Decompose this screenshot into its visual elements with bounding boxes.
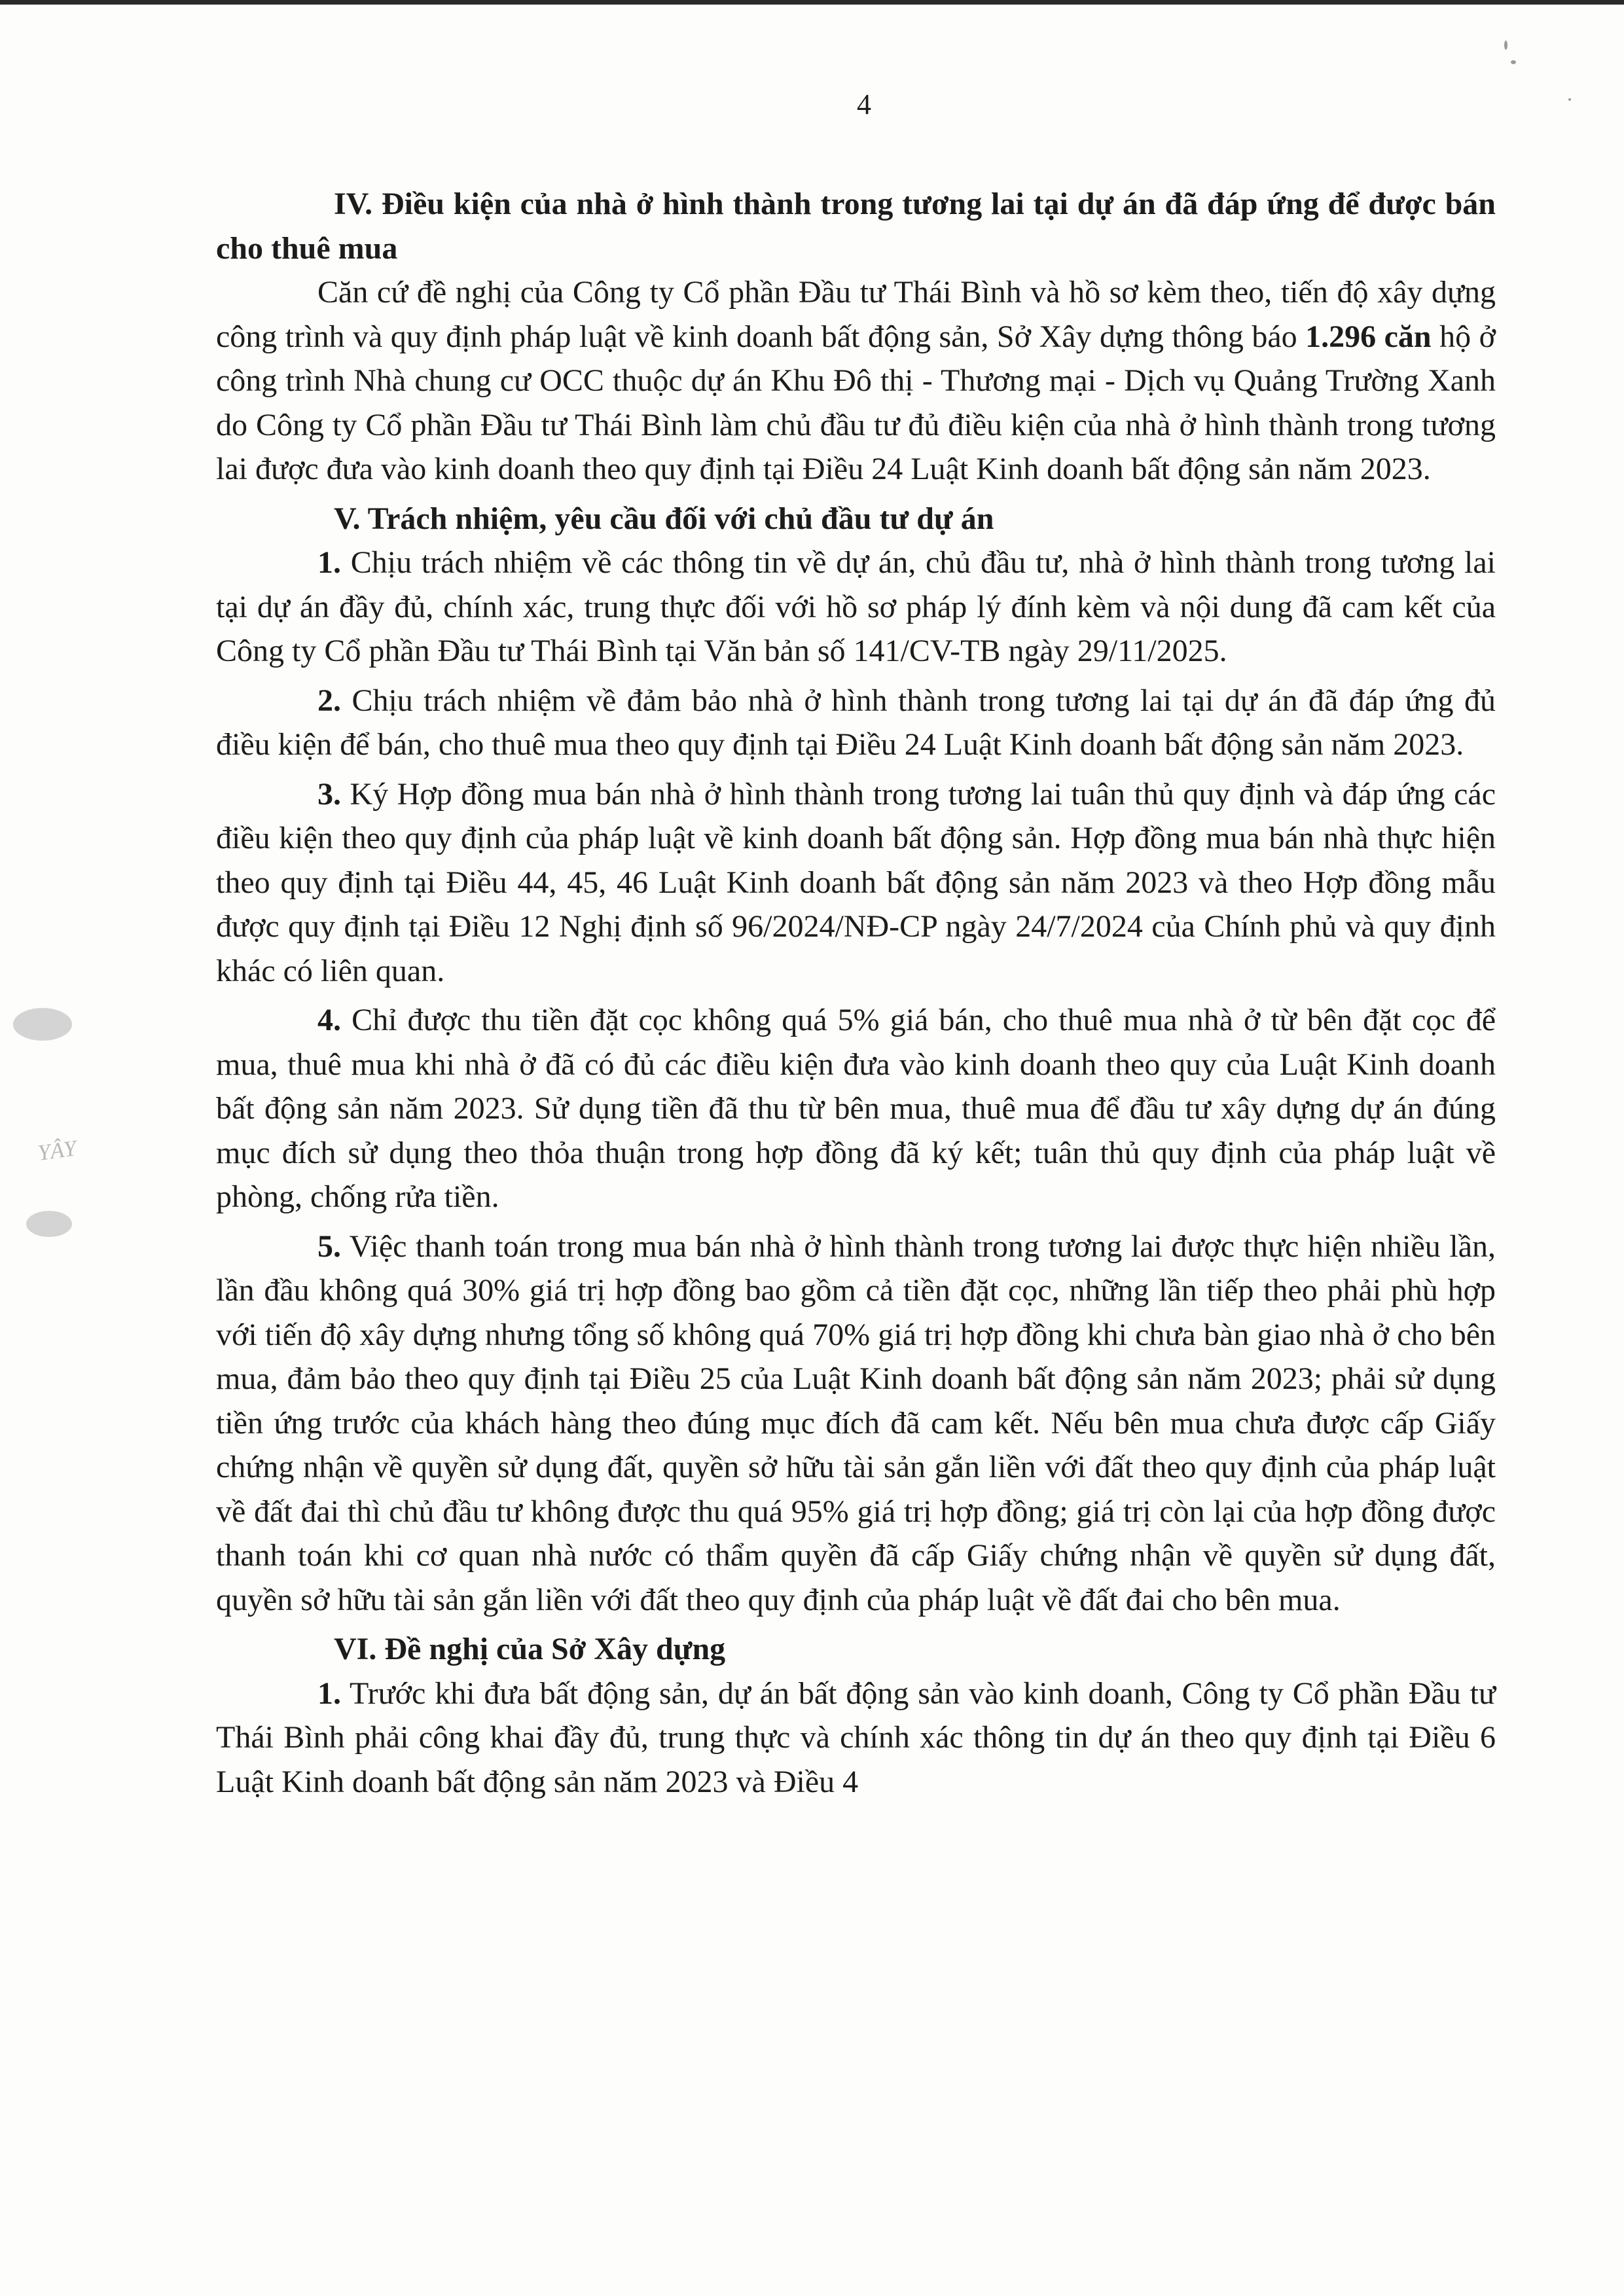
section-v-item-1 [216,541,1496,673]
item-text: Chịu trách nhiệm về đảm bảo nhà ở hình thành trong tương lai tại dự án đã đáp ứng đủ điều kiện để bán, cho thuê mua theo quy định tại Điều 24 Luật Kinh doanh bất động sản năm 2023. [216,683,1496,762]
scan-speck [1504,41,1507,50]
paragraph-text: hộ ở công trình Nhà chung cư OCC thuộc dự án Khu Đô thị - Thương mại - Dịch vụ Quảng Trường Xanh do Công ty Cổ phần Đầu tư Thái Bình làm chủ đầu tư đủ điều kiện của nhà ở hình thành trong tương lai được đưa vào kinh doanh theo quy định tại Điều 24 Luật Kinh doanh bất động sản năm 2023. [216,319,1496,486]
item-number: 2. [317,683,341,718]
item-text: Ký Hợp đồng mua bán nhà ở hình thành trong tương lai tuân thủ quy định và đáp ứng các điều kiện theo quy định của pháp luật về kinh doanh bất động sản. Hợp đồng mua bán nhà thực hiện theo quy định tại Điều 44, 45, 46 Luật Kinh doanh bất động sản năm 2023 và theo Hợp đồng mẫu được quy định tại Điều 12 Nghị định số 96/2024/NĐ-CP ngày 24/7/2024 của Chính phủ và quy định khác có liên quan. [216,776,1496,988]
item-text: Việc thanh toán trong mua bán nhà ở hình thành trong tương lai được thực hiện nhiều lần, lần đầu không quá 30% giá trị hợp đồng bao gồm cả tiền đặt cọc, những lần tiếp theo phải phù hợp với tiến độ xây dựng nhưng tổng số không quá 70% giá trị hợp đồng khi chưa bàn giao nhà ở cho bên mua, đảm bảo theo quy định tại Điều 25 của Luật Kinh doanh bất động sản năm 2023; phải sử dụng tiền ứng trước của khách hàng theo đúng mục đích đã cam kết. Nếu bên mua chưa được cấp Giấy chứng nhận về quyền sử dụng đất, quyền sở hữu tài sản gắn liền với đất theo quy định của pháp luật về đất đai thì chủ đầu tư không được thu quá 95% giá trị hợp đồng; giá trị còn lại của hợp đồng được thanh toán khi cơ quan nhà nước có thẩm quyền đã cấp Giấy chứng nhận về quyền sử dụng đất, quyền sở hữu tài sản gắn liền với đất theo quy định của pháp luật về đất đai cho bên mua. [216,1229,1496,1617]
section-v-item-2 [216,679,1496,767]
item-number: 5. [317,1229,341,1264]
section-iv-paragraph [216,270,1496,492]
top-edge-rule [0,0,1624,5]
section-heading-vi: VI. Đề nghị của Sở Xây dựng [334,1632,726,1666]
section-heading-iv: IV. Điều kiện của nhà ở hình thành trong tương lai tại dự án đã đáp ứng để được bán cho thuê mua [216,187,1496,266]
paragraph-text: Căn cứ đề nghị của Công ty Cổ phần Đầu tư Thái Bình và hồ sơ kèm theo, tiến độ xây dựng công trình và quy định pháp luật về kinh doanh bất động sản, Sở Xây dựng thông báo [216,275,1496,354]
document-body [216,182,1496,1804]
section-v-item-3 [216,772,1496,994]
page-number: 4 [857,88,871,120]
item-number: 4. [317,1003,341,1037]
section-v-item-4 [216,998,1496,1219]
margin-stamp-smudge [26,1211,72,1237]
margin-stamp-fragment: YÂY [36,1136,78,1166]
scan-speck [1568,98,1571,101]
section-v-item-5 [216,1225,1496,1623]
item-number: 3. [317,776,341,812]
section-heading-v: V. Trách nhiệm, yêu cầu đối với chủ đầu tư dự án [334,501,994,536]
item-text: Chịu trách nhiệm về các thông tin về dự án, chủ đầu tư, nhà ở hình thành trong tương lai tại dự án đầy đủ, chính xác, trung thực đối với hồ sơ pháp lý đính kèm và nội dung đã cam kết của Công ty Cổ phần Đầu tư Thái Bình tại Văn bản số 141/CV-TB ngày 29/11/2025. [216,545,1496,668]
scan-speck [1511,60,1516,64]
item-text: Chỉ được thu tiền đặt cọc không quá 5% giá bán, cho thuê mua nhà ở từ bên đặt cọc để mua, thuê mua khi nhà ở đã có đủ các điều kiện đưa vào kinh doanh theo quy của Luật Kinh doanh bất động sản năm 2023. Sử dụng tiền đã thu từ bên mua, thuê mua để đầu tư xây dựng dự án đúng mục đích sử dụng theo thỏa thuận trong hợp đồng đã ký kết; tuân thủ quy định của pháp luật về phòng, chống rửa tiền. [216,1003,1496,1214]
item-text: Trước khi đưa bất động sản, dự án bất động sản vào kinh doanh, Công ty Cổ phần Đầu tư Thái Bình phải công khai đầy đủ, trung thực và chính xác thông tin dự án theo quy định tại Điều 6 Luật Kinh doanh bất động sản năm 2023 và Điều 4 [216,1676,1496,1799]
apartment-count: 1.296 căn [1305,319,1432,354]
item-number: 1. [317,1676,341,1711]
item-number: 1. [317,545,341,580]
margin-stamp-smudge [13,1008,72,1041]
section-vi-item-1 [216,1672,1496,1804]
